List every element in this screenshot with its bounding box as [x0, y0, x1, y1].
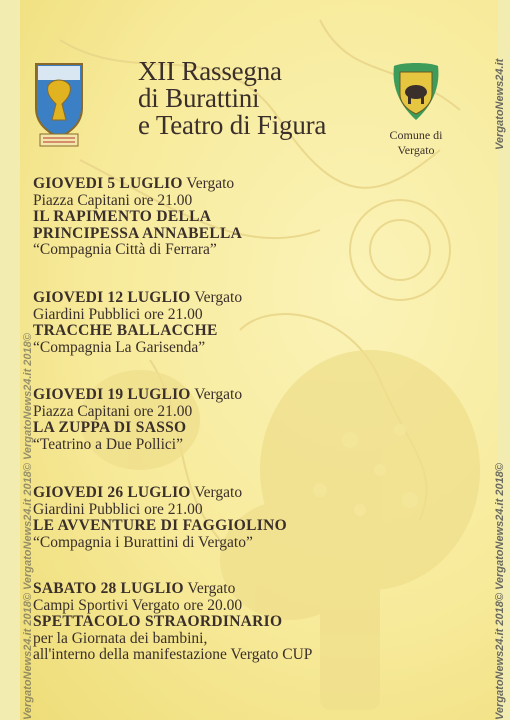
- comune-coat-of-arms-logo: [388, 62, 444, 124]
- event-item: [33, 485, 473, 551]
- event-date-line: [33, 485, 473, 502]
- event-date-line: [33, 176, 473, 193]
- event-day: GIOVEDI 26 LUGLIO: [33, 484, 191, 501]
- event-day: GIOVEDI 19 LUGLIO: [33, 386, 191, 403]
- event-venue: Giardini Pubblici ore 21.00: [33, 500, 203, 518]
- title-line-1: XII Rassegna: [138, 56, 282, 86]
- event-venue: Piazza Capitani ore 21.00: [33, 191, 193, 209]
- event-venue: Giardini Pubblici ore 21.00: [33, 305, 203, 323]
- event-extra-note: all'interno della manifestazione Vergato CUP: [33, 646, 313, 663]
- watermark-left: VergatoNews24.it 2018© VergatoNews24.it 2018© VergatoNews24.it 2018©: [22, 333, 34, 720]
- event-item: [33, 176, 473, 259]
- event-date-line: [33, 387, 473, 404]
- event-show-title: SPETTACOLO STRAORDINARIO: [33, 613, 283, 630]
- event-venue: Piazza Capitani ore 21.00: [33, 402, 193, 420]
- watermark-right: VergatoNews24.it 2018© VergatoNews24.it 2018©: [494, 463, 506, 720]
- event-town: Vergato: [186, 175, 235, 192]
- event-company: “Compagnia La Garisenda”: [33, 338, 206, 356]
- event-company: “Teatrino a Due Pollici”: [33, 435, 183, 453]
- event-show-title: LE AVVENTURE DI FAGGIOLINO: [33, 517, 287, 534]
- event-company: “Compagnia Città di Ferrara”: [33, 241, 217, 258]
- event-show-title-2: PRINCIPESSA ANNABELLA: [33, 224, 243, 242]
- title-line-2: di Burattini: [138, 83, 260, 113]
- event-item: [33, 387, 473, 453]
- event-item: [33, 290, 473, 356]
- title-line-3: e Teatro di Figura: [138, 110, 327, 140]
- event-date-line: [33, 581, 473, 598]
- event-show-title: LA ZUPPA DI SASSO: [33, 419, 187, 436]
- event-town: Vergato: [194, 484, 243, 501]
- event-town: Vergato: [194, 289, 243, 306]
- event-item: [33, 581, 473, 664]
- watermark-right-top: VergatoNews24.it: [494, 58, 506, 150]
- event-venue: Campi Sportivi Vergato ore 20.00: [33, 596, 243, 614]
- event-day: SABATO 28 LUGLIO: [33, 580, 184, 597]
- event-show-title: IL RAPIMENTO DELLA: [33, 208, 212, 225]
- event-town: Vergato: [187, 580, 236, 597]
- comune-line-2: Vergato: [397, 143, 435, 157]
- event-day: GIOVEDI 5 LUGLIO: [33, 175, 183, 192]
- event-date-line: [33, 290, 473, 307]
- event-company: “Compagnia i Burattini di Vergato”: [33, 533, 253, 551]
- comune-caption: [380, 128, 452, 158]
- association-crest-logo: [32, 60, 86, 148]
- page-title: [138, 58, 326, 139]
- event-day: GIOVEDI 12 LUGLIO: [33, 289, 191, 306]
- event-town: Vergato: [194, 386, 243, 403]
- event-show-title: TRACCHE BALLACCHE: [33, 322, 218, 339]
- comune-line-1: Comune di: [389, 128, 443, 142]
- event-company: per la Giornata dei bambini,: [33, 629, 208, 647]
